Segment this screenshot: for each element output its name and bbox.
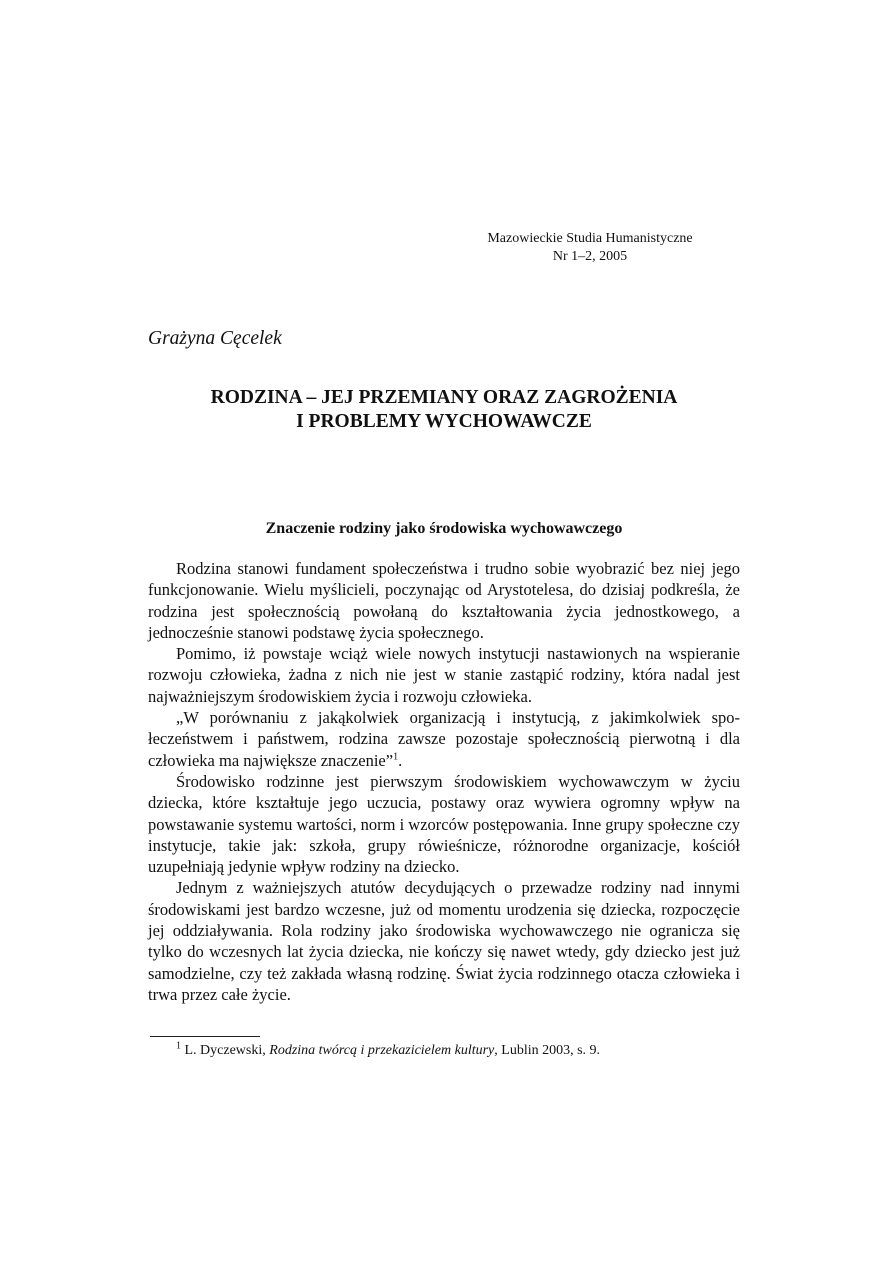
footnote-author: L. Dyczewski, [184, 1043, 270, 1058]
paragraph-text: Pomimo, iż powstaje wciąż wiele nowych instytucji nastawionych na wspieranie rozwoju człowieka, żadna z nich nie jest w stanie zastąpić rodziny, która nadal jest najważniejszym środowiskiem życia i rozwoju człowieka. [148, 644, 740, 706]
article-body [148, 558, 740, 1005]
footnote-divider [150, 1036, 260, 1037]
paragraph-text: Rodzina stanowi fundament społeczeństwa i trudno sobie wyobrazić bez niej jego funkcjonowanie. Wielu myślicieli, poczynając od Arystotelesa, do dzisiaj podkreśla, że rodzina jest społecznością powołaną do kształtowania życia jednostkowego, a jednocześnie stanowi podstawę życia społecznego. [148, 559, 740, 642]
paragraph-text: „W porównaniu z jakąkolwiek organizacją i instytucją, z jakimkolwiek społeczeństwem i państwem, rodzina zawsze pozostaje społecznością pierwotną i dla człowieka ma największe znaczenie” [148, 708, 740, 770]
journal-issue: Nr 1–2, 2005 [552, 249, 628, 264]
paragraph [148, 877, 740, 1005]
paragraph [148, 558, 740, 643]
section-heading: Znaczenie rodziny jako środowiska wychowawczego [265, 520, 623, 537]
footnote-number: 1 [176, 1040, 181, 1052]
paragraph [148, 643, 740, 707]
footnote-publication: , Lublin 2003, s. 9. [494, 1043, 601, 1058]
paragraph-text: Jednym z ważniejszych atutów decydujących o przewadze rodziny nad innymi środowiskami jest bardzo wczesne, już od momentu urodzenia się dziecka, rozpoczęcie jej oddziaływania. Rola rodziny jako środowiska wychowawczego nie ogranicza się tylko do wczesnych lat życia dziecka, nie kończy się nawet wtedy, gdy dziecko jest już samodzielne, czy też zakłada własną rodzinę. Świat życia rodzinnego otacza człowieka i trwa przez całe życie. [148, 878, 740, 1004]
author-name: Grażyna Cęcelek [148, 328, 282, 349]
title-line-1: RODZINA – JEJ PRZEMIANY ORAZ ZAGROŻENIA [210, 387, 678, 408]
footnote [176, 1042, 600, 1060]
paragraph [148, 707, 740, 771]
journal-header [440, 230, 740, 266]
footnote-reference[interactable]: 1 [393, 751, 399, 763]
paragraph-end-period: . [398, 750, 403, 770]
article-title [148, 386, 740, 434]
paragraph [148, 771, 740, 877]
title-line-2: I PROBLEMY WYCHOWAWCZE [296, 411, 592, 432]
footnote-book-title: Rodzina twórcą i przekazicielem kultury [269, 1043, 495, 1058]
journal-name: Mazowieckie Studia Humanistyczne [487, 231, 693, 246]
paragraph-text: Środowisko rodzinne jest pierwszym środowiskiem wychowawczym w życiu dziecka, które kształtuje jego uczucia, postawy oraz wywiera ogromny wpływ na powstawanie systemu wartości, norm i wzorców postępowania. Inne grupy społeczne czy instytucje, takie jak: szkoła, grupy rówieśnicze, różnorodne organizacje, kościół uzupełniają jedynie wpływ rodziny na dziecko. [148, 771, 740, 877]
